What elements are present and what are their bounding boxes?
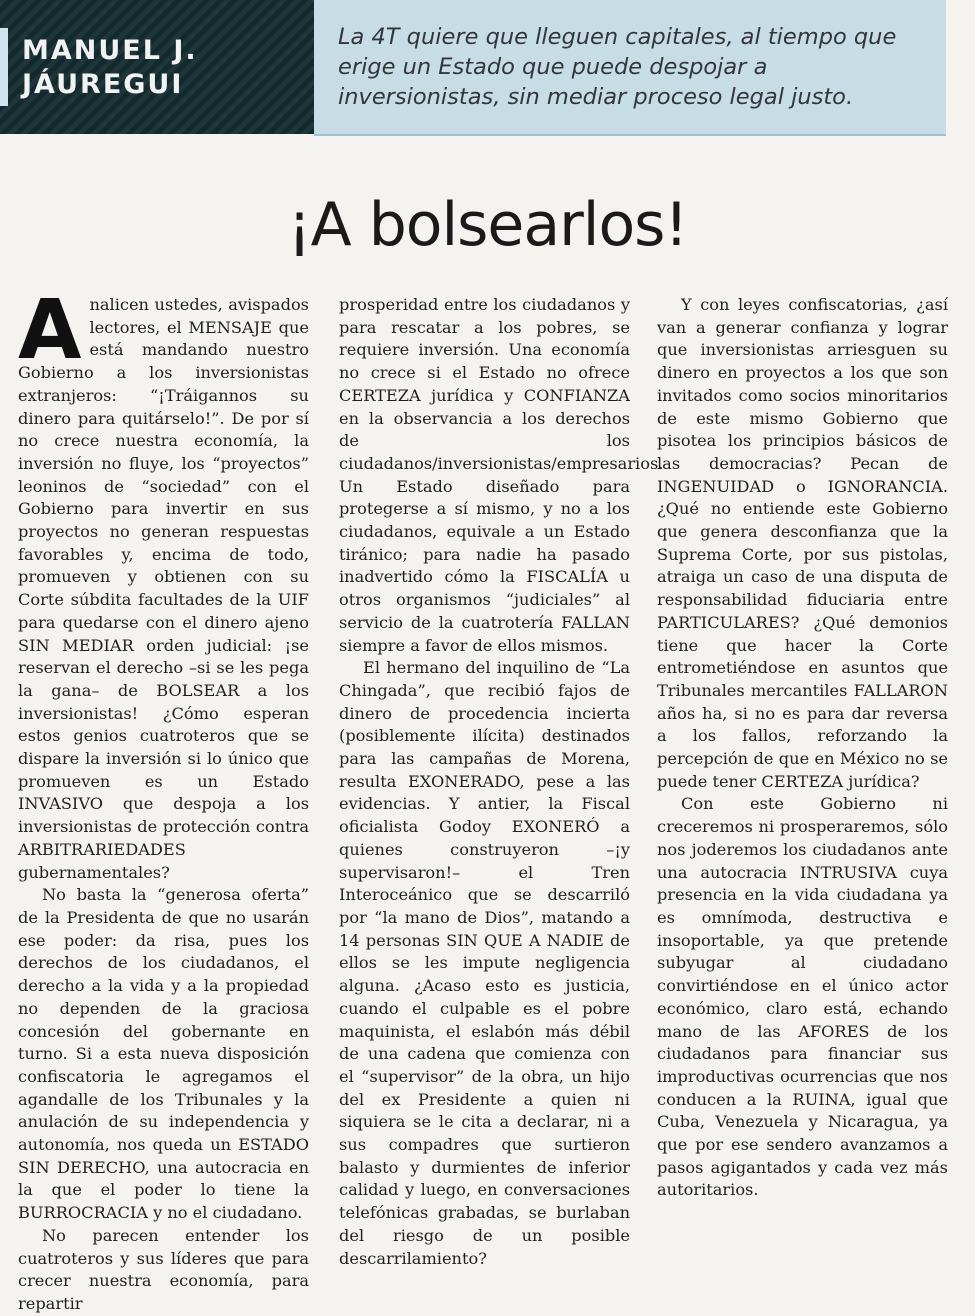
article-column-1 — [18, 283, 309, 1316]
author-box — [0, 0, 314, 134]
headline: ¡A bolsearlos! — [287, 190, 688, 260]
article-column-2 — [339, 294, 664, 1270]
author-box-accent — [0, 28, 8, 106]
paragraph: El hermano del inquilino de “La Chingada”, que recibió fajos de dinero de procedencia incierta (posiblemente ilícita) destinados para las campañas de Morena, resulta EXONERADO, pese a las evidencias. Y antier, la Fiscal oficialista Godoy EXONERÓ a quienes construyeron –¡y supervisaron!– el Tren Interoceánico que se descarriló por “la mano de Dios”, matando a 14 personas SIN QUE A NADIE de ellos se les impute negligencia alguna. ¿Acaso esto es justicia, cuando el culpable es el pobre maquinista, el eslabón más débil de una cadena que comienza con el “supervisor” de la obra, un hijo del ex Presidente a quien ni siquiera se le cita a declarar, ni a sus compadres que surtieron balasto y durmientes de inferior calidad y luego, en conversaciones telefónicas grabadas, se burlaban del riesgo de un posible descarrilamiento? — [339, 658, 630, 1268]
paragraph: Con este Gobierno ni creceremos ni prosperaremos, sólo nos joderemos los ciudadanos ante una autocracia INTRUSIVA cuya presencia en la vida ciudadana ya es omnímoda, destructiva e insoportable, ya que pretende subyugar al ciudadano convirtiéndose en el único actor económico, claro está, echando mano de las AFORES de los ciudadanos para financiar sus improductivas ocurrencias que nos conducen a la RUINA, igual que Cuba, Venezuela y Nicaragua, ya que por ese sendero avanzamos a pasos agigantados y cada vez más autoritarios. — [657, 794, 948, 1200]
author-name: MANUEL J. JÁUREGUI — [22, 35, 198, 100]
paragraph: No basta la “generosa oferta” de la Presidenta de que no usarán ese poder: da risa, pues los derechos de los ciudadanos, el derecho a la vida y a la propiedad no dependen de la graciosa concesión del gobernante en turno. Si a esta nueva disposición confiscatoria le agregamos el agandalle de los Tribunales y la anulación de su independencia y autonomía, nos queda un ESTADO SIN DERECHO, una autocracia en la que el poder lo tiene la BURROCRACIA y no el ciudadano. — [18, 885, 309, 1223]
paragraph: No parecen entender los cuatroteros y sus líderes que para crecer nuestra economía, para repartir — [18, 1225, 309, 1313]
paragraph-text: nalicen ustedes, avispados lectores, el MENSAJE que está mandando nuestro Gobierno a los inversionistas extranjeros: “¡Tráigannos su dinero para quitárselo!”. De por sí no crece nuestra economía, la inversión no fluye, los “proyectos” leoninos de “sociedad” con el Gobierno para invertir en sus proyectos no generan respuestas favorables y, encima de todo, promueven y obtienen con su Corte súbdita facultades de la UIF para quedarse con el dinero ajeno SIN MEDIAR orden judicial: ¡se reservan el derecho –si se les pega la gana– de BOLSEAR a los inversionistas! ¿Cómo esperan estos genios cuatroteros que se dispare la inversión si lo único que promueven es un Estado INVASIVO que despoja a los inversionistas de protección contra ARBITRARIEDADES gubernamentales? — [18, 295, 309, 882]
paragraph: Y con leyes confiscatorias, ¿así van a generar confianza y lograr que inversionistas arriesguen su dinero en proyectos a los que son invitados como socios minoritarios de este mismo Gobierno que pisotea los principios básicos de las democracias? Pecan de INGENUIDAD o IGNORANCIA. ¿Qué no entiende este Gobierno que genera desconfianza que la Suprema Corte, por sus pistolas, atraiga un caso de una disputa de responsabilidad fiduciaria entre PARTICULARES? ¿Qué demonios tiene que hacer la Corte entrometiéndose en asuntos que Tribunales mercantiles FALLARON años ha, si no es para dar reversa a los fallos, reforzando la percepción de que en México no se puede tener CERTEZA jurídica? — [657, 295, 948, 791]
article-column-3 — [657, 294, 948, 1202]
column-header — [0, 0, 975, 136]
paragraph: prosperidad entre los ciudadanos y para rescatar a los pobres, se requiere inversión. Una economía no crece si el Estado no ofrece CERTEZA jurídica y CONFIANZA en la observancia a los derechos de los ciudadanos/inversionistas/empresarios. Un Estado diseñado para protegerse a sí mismo, y no a los ciudadanos, equivale a un Estado tiránico; para nadie ha pasado inadvertido cómo la FISCALÍA u otros organismos “judiciales” al servicio de la cuatrotería FALLAN siempre a favor de ellos mismos. — [339, 295, 664, 655]
paragraph — [18, 283, 309, 884]
drop-cap: A — [18, 283, 82, 378]
tagline: La 4T quiere que lleguen capitales, al tiempo que erige un Estado que puede despojar a inversionistas, sin mediar proceso legal justo. — [338, 24, 897, 110]
tagline-box — [314, 0, 946, 136]
